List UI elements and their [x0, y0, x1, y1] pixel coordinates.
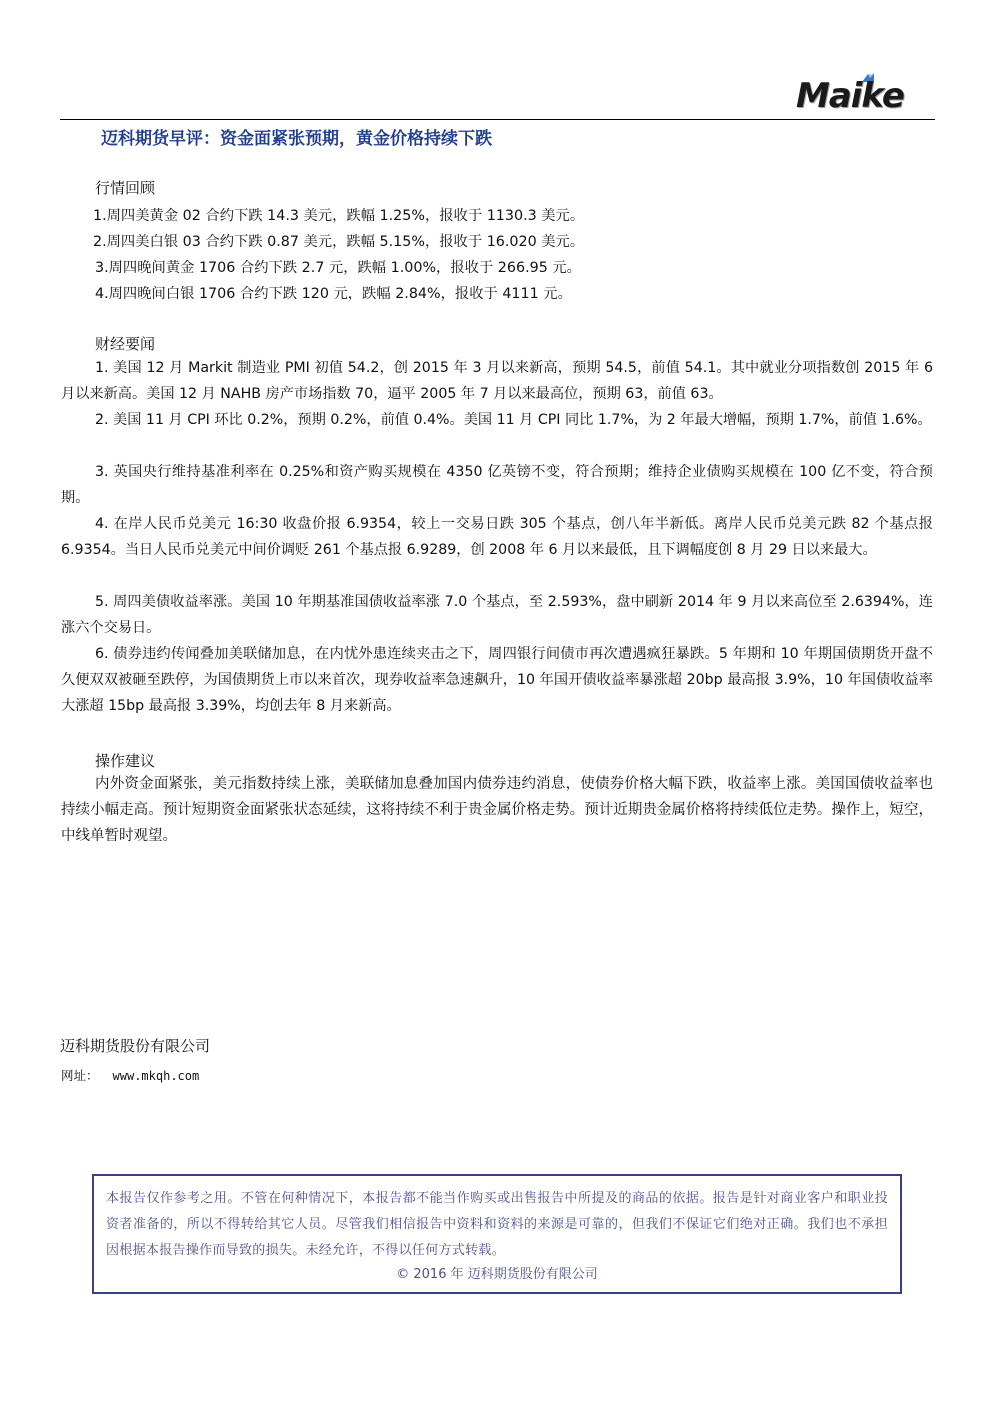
company-name: 迈科期货股份有限公司 [60, 1037, 211, 1055]
website-link[interactable]: www.mkqh.com [112, 1069, 200, 1083]
market-review-heading: 行情回顾 [95, 179, 156, 197]
market-review-item: 4.周四晚间白银 1706 合约下跌 120 元，跌幅 2.84%，报收于 4111 元。 [95, 286, 572, 302]
market-review-item: 3.周四晚间黄金 1706 合约下跌 2.7 元，跌幅 1.00%，报收于 266.95 元。 [95, 260, 581, 276]
operation-advice-heading: 操作建议 [95, 752, 156, 770]
news-item: 6. 债券违约传闻叠加美联储加息，在内忧外患连续夹击之下，周四银行间债市再次遭遇疯狂暴跌。5 年期和 10 年期国债期货开盘不久便双双被砸至跌停，为国债期货上市以来首次，现券收益率急速飙升，10 年国开债收益率暴涨超 20bp 最高报 3.9%，10 年国债收益率大涨超 15bp 最高报 3.39%，均创去年 8 月来新高。 [61, 646, 933, 714]
website-line [61, 1066, 199, 1084]
report-title: 迈科期货早评：资金面紧张预期，黄金价格持续下跌 [101, 129, 492, 149]
news-item: 1. 美国 12 月 Markit 制造业 PMI 初值 54.2，创 2015 年 3 月以来新高，预期 54.5，前值 54.1。其中就业分项指数创 2015 年 6 月以来新高。美国 12 月 NAHB 房产市场指数 70，逼平 2005 年 7 月以来最高位，预期 63，前值 63。 [61, 360, 933, 402]
market-review-item: 2.周四美白银 03 合约下跌 0.87 美元，跌幅 5.15%，报收于 16.020 美元。 [93, 234, 585, 250]
disclaimer-text: 本报告仅作参考之用。不管在何种情况下，本报告都不能当作购买或出售报告中所提及的商品的依据。报告是针对商业客户和职业投资者准备的，所以不得转给其它人员。尽管我们相信报告中资料和资料的来源是可靠的，但我们不保证它们绝对正确。我们也不承担因根据本报告操作而导致的损失。未经允许，不得以任何方式转载。 [106, 1191, 888, 1258]
news-item: 5. 周四美债收益率涨。美国 10 年期基准国债收益率涨 7.0 个基点，至 2.593%，盘中刷新 2014 年 9 月以来高位至 2.6394%，连涨六个交易日。 [61, 594, 933, 636]
website-label: 网址： [61, 1068, 99, 1083]
header-divider [60, 119, 935, 120]
maike-logo [796, 72, 932, 118]
news-item: 3. 英国央行维持基准利率在 0.25%和资产购买规模在 4350 亿英镑不变，符合预期；维持企业债购买规模在 100 亿不变，符合预期。 [61, 464, 933, 506]
copyright-text: © 2016 年 迈科期货股份有限公司 [396, 1267, 598, 1282]
market-review-item: 1.周四美黄金 02 合约下跌 14.3 美元，跌幅 1.25%，报收于 1130.3 美元。 [93, 208, 585, 224]
logo-text: Maike [796, 76, 904, 116]
financial-news-heading: 财经要闻 [95, 335, 156, 353]
operation-advice-text: 内外资金面紧张，美元指数持续上涨，美联储加息叠加国内债券违约消息，使债券价格大幅下跌，收益率上涨。美国国债收益率也持续小幅走高。预计短期资金面紧张状态延续，这将持续不利于贵金属价格走势。预计近期贵金属价格将持续低位走势。操作上，短空，中线单暂时观望。 [61, 776, 933, 844]
disclaimer-box [92, 1174, 902, 1294]
news-item: 2. 美国 11 月 CPI 环比 0.2%，预期 0.2%，前值 0.4%。美国 11 月 CPI 同比 1.7%，为 2 年最大增幅，预期 1.7%，前值 1.6%。 [95, 412, 932, 428]
news-item: 4. 在岸人民币兑美元 16:30 收盘价报 6.9354，较上一交易日跌 305 个基点，创八年半新低。离岸人民币兑美元跌 82 个基点报 6.9354。当日人民币兑美元中间价调贬 261 个基点报 6.9289，创 2008 年 6 月以来最低，且下调幅度创 8 月 29 日以来最大。 [61, 516, 933, 558]
